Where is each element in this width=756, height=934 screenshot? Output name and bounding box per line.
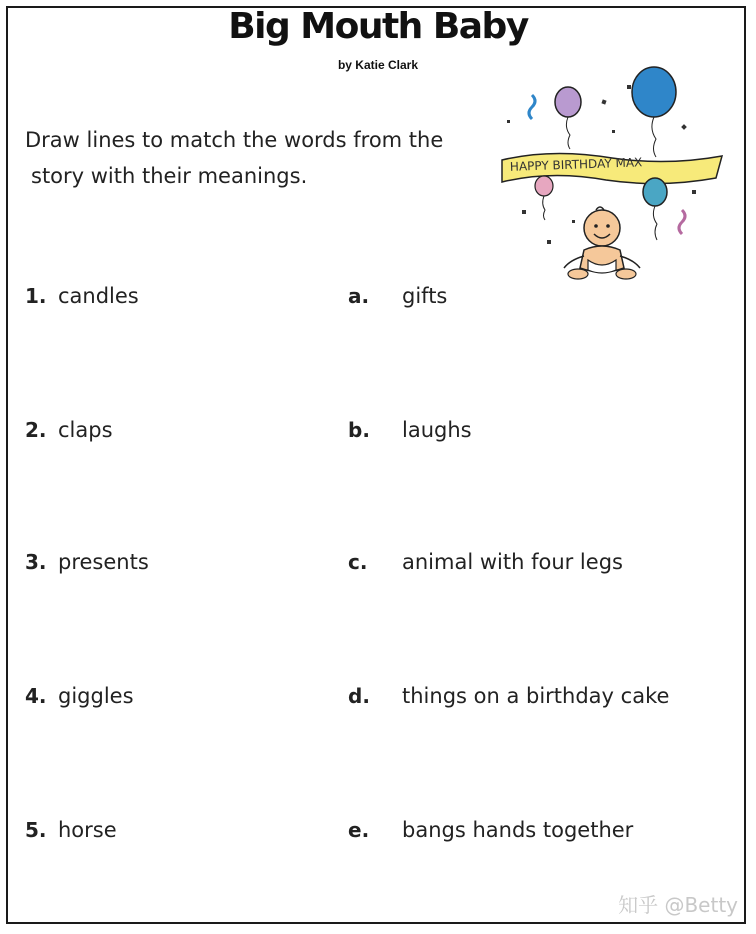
meaning-letter: a. bbox=[348, 284, 370, 308]
meaning-letter: b. bbox=[348, 418, 370, 442]
banner-text: HAPPY BIRTHDAY MAX bbox=[509, 155, 643, 174]
meaning-letter: c. bbox=[348, 550, 368, 574]
item-number: 2. bbox=[25, 418, 47, 442]
story-word: giggles bbox=[58, 684, 134, 708]
story-word: horse bbox=[58, 818, 117, 842]
meaning-text: things on a birthday cake bbox=[402, 684, 670, 708]
meaning-text: laughs bbox=[402, 418, 472, 442]
story-word: claps bbox=[58, 418, 113, 442]
story-word: presents bbox=[58, 550, 149, 574]
match-row-3 bbox=[0, 550, 756, 590]
match-row-2 bbox=[0, 418, 756, 458]
item-number: 5. bbox=[25, 818, 47, 842]
match-row-1 bbox=[0, 284, 756, 324]
match-row-4 bbox=[0, 684, 756, 724]
meaning-text: bangs hands together bbox=[402, 818, 634, 842]
match-row-5 bbox=[0, 818, 756, 858]
instructions-line-2: story with their meanings. bbox=[31, 164, 308, 188]
meaning-letter: e. bbox=[348, 818, 370, 842]
item-number: 3. bbox=[25, 550, 47, 574]
instructions bbox=[25, 122, 505, 194]
birthday-baby-illustration bbox=[492, 60, 732, 290]
item-number: 4. bbox=[25, 684, 47, 708]
author-byline: by Katie Clark bbox=[337, 58, 419, 72]
instructions-line-1: Draw lines to match the words from the bbox=[25, 128, 444, 152]
meaning-letter: d. bbox=[348, 684, 370, 708]
meaning-text: animal with four legs bbox=[402, 550, 623, 574]
story-word: candles bbox=[58, 284, 139, 308]
worksheet-title: Big Mouth Baby bbox=[228, 6, 528, 47]
item-number: 1. bbox=[25, 284, 47, 308]
meaning-text: gifts bbox=[402, 284, 448, 308]
watermark: 知乎 @Betty bbox=[618, 893, 738, 917]
